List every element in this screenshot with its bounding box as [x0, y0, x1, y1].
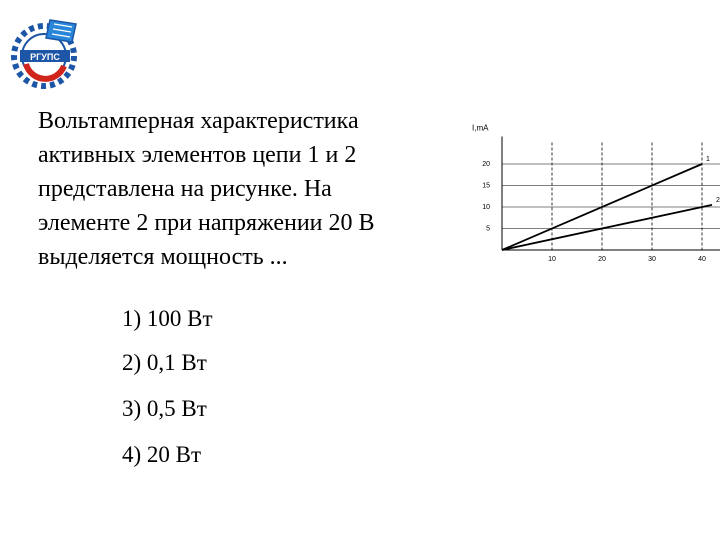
series-1-label: 1: [706, 156, 710, 163]
answer-option-1[interactable]: 1) 100 Вт: [122, 306, 213, 331]
y-tick-label: 15: [482, 182, 490, 190]
series-2-line: [502, 205, 712, 250]
y-tick-label: 5: [486, 225, 490, 233]
logo-book-icon: [46, 20, 76, 42]
x-tick-label: 30: [648, 256, 656, 263]
series-2-label: 2: [716, 196, 720, 204]
question-line: Вольтамперная характеристика: [38, 108, 359, 134]
iv-characteristic-chart: [460, 118, 720, 278]
rgups-logo: [6, 12, 86, 92]
chart-guides: [502, 143, 720, 251]
y-tick-label: 20: [482, 161, 490, 168]
question-line: выделяется мощность ...: [38, 244, 288, 270]
question-line: активных элементов цепи 1 и 2: [38, 142, 357, 168]
y-tick-label: 10: [482, 204, 490, 211]
question-line: представлена на рисунке. На: [38, 176, 332, 202]
answer-option-3[interactable]: 3) 0,5 Вт: [122, 396, 207, 421]
chart-axes: [502, 137, 720, 251]
logo-text: РГУПС: [30, 52, 60, 62]
x-tick-label: 10: [548, 256, 556, 263]
x-tick-label: 40: [698, 256, 706, 263]
y-axis-label: I,mA: [472, 123, 489, 133]
answer-option-4[interactable]: 4) 20 Вт: [122, 442, 202, 467]
x-tick-label: 20: [598, 256, 606, 263]
answer-option-2[interactable]: 2) 0,1 Вт: [122, 350, 207, 375]
question-line: элементе 2 при напряжении 20 В: [38, 210, 375, 236]
question-text: [38, 104, 458, 274]
chart-labels: [472, 124, 720, 264]
